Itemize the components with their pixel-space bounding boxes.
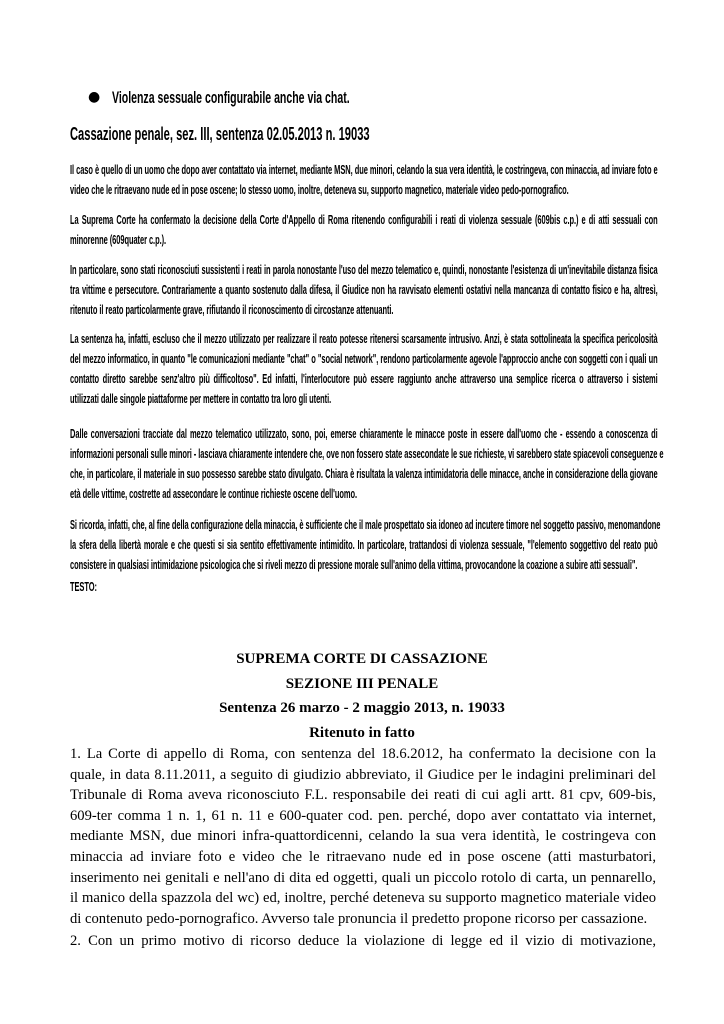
- text-line: ritenuto il reato particolarmente grave, rifiutando il riconoscimento di circostanze attenuanti.: [70, 302, 394, 317]
- court-name: SUPREMA CORTE DI CASSAZIONE: [236, 651, 488, 667]
- text-line: La Suprema Corte ha confermato la decisione della Corte d'Appello di Roma ritenendo configurabili i reati di violenza sessuale (609bis c.p.) e di atti sessuali con: [70, 212, 658, 227]
- text-line: minorenne (609quater c.p.).: [70, 232, 167, 247]
- summary-paragraph-2: [70, 210, 658, 250]
- text-line: inserimento nei genitali e nell'ano di dita ed oggetti, quali un piccolo rotolo di carta, un pennarello,: [70, 869, 656, 886]
- text-line: Il caso è quello di un uomo che dopo aver contattato via internet, mediante MSN, due minori, celando la sua vera identità, le costringeva, con minaccia, ad inviare foto e: [70, 162, 658, 177]
- text-line: minaccia ad inviare foto e video che le ritraevano nude ed in pose oscene (atti masturbatori,: [70, 848, 656, 865]
- body-paragraph-1: [70, 744, 656, 929]
- testo-label: [70, 577, 658, 597]
- text-line: Si ricorda, infatti, che, al fine della configurazione della minaccia, è sufficiente che il male prospettato sia idoneo ad incutere timore nel soggetto passivo, menomandone: [70, 517, 661, 532]
- text-line: la sfera della libertà morale e che questi si sia sentito effettivamente intimidito. In particolare, trattandosi di violenza sessuale, "l'elemento soggettivo del reato può: [70, 537, 658, 552]
- court-section: SEZIONE III PENALE: [285, 676, 439, 692]
- text-line: informazioni personali sulle minori - lasciava chiaramente intendere che, ove non fossero state assecondate le sue richieste, vi sarebbero state spiacevoli conseguenze e: [70, 446, 664, 461]
- text-line: La sentenza ha, infatti, escluso che il mezzo utilizzato per realizzare il reato potesse ritenersi scarsamente intrusivo. Anzi, è stata sottolineata la specifica pericolosità: [70, 331, 658, 346]
- bullet-text: Violenza sessuale configurabile anche via chat.: [112, 88, 350, 107]
- text-line: tra vittime e persecutore. Contrariamente a quanto sostenuto dalla difesa, il Giudice non ha ravvisato elementi ostativi nella mancanza di contatto fisico e ha, altresì,: [70, 282, 658, 297]
- text-line: 1. La Corte di appello di Roma, con sentenza del 18.6.2012, ha confermato la decisione con la: [70, 746, 656, 762]
- section-heading: Ritenuto in fatto: [309, 725, 415, 741]
- text-line: del mezzo informatico, in quanto "le comunicazioni mediante "chat" o "social network", rendono particolarmente agevole l'approccio anche con soggetti con i quali un: [70, 351, 658, 366]
- text-line: di contenuto pedo-pornografico. Avverso tale pronuncia il predetto propone ricorso per cassazione.: [70, 910, 648, 927]
- text-line: 2. Con un primo motivo di ricorso deduce la violazione di legge ed il vizio di motivazione,: [70, 933, 656, 949]
- text-line: il manico della spazzola del wc) ed, inoltre, perché deteneva su supporto magnetico materiale video: [70, 890, 656, 907]
- text-line: TESTO:: [70, 579, 97, 594]
- text-line: utilizzati dalle singole piattaforme per mettere in contatto tra loro gli utenti.: [70, 391, 332, 406]
- text-line: che, in particolare, il materiale in suo possesso sarebbe stato divulgato. Chiara è risultata la valenza intimidatoria delle minacce, anche in considerazione della giovane: [70, 466, 658, 481]
- bullet-item: [88, 88, 496, 108]
- text-line: video che le ritraevano nude ed in pose oscene; lo stesso uomo, inoltre, deteneva su, supporto magnetico, materiale video pedo-pornografico.: [70, 182, 569, 197]
- text-line: In particolare, sono stati riconosciuti sussistenti i reati in parola nonostante l'uso del mezzo telematico e, quindi, nonostante l'esistenza di un'inevitabile distanza fisica: [70, 262, 658, 277]
- text-line: 609-ter comma 1 n. 1, 61 n. 11 e 600-quater cod. pen. perché, dopo aver contattato via internet,: [70, 807, 656, 824]
- summary-paragraph-6: [70, 515, 661, 575]
- summary-paragraph-4: [70, 329, 658, 409]
- text-line: consistere in qualsiasi intimidazione psicologica che si riveli mezzo di pressione morale sull'animo della vittima, provocandone la coazione a subire atti sessuali".: [70, 557, 638, 572]
- text-line: Dalle conversazioni tracciate dal mezzo telematico utilizzato, sono, poi, emerse chiaramente le minacce poste in essere dall'uomo che - essendo a conoscenza di: [70, 426, 658, 441]
- summary-paragraph-3: [70, 260, 658, 320]
- summary-heading: Cassazione penale, sez. III, sentenza 02.05.2013 n. 19033: [70, 124, 370, 144]
- summary-paragraph-5: [70, 424, 664, 504]
- body-paragraph-2: [70, 931, 656, 952]
- text-line: quale, in data 8.11.2011, a seguito di giudizio abbreviato, il Giudice per le indagini preliminari del: [70, 766, 656, 783]
- summary-paragraph-1: [70, 160, 658, 200]
- judgment-reference: Sentenza 26 marzo - 2 maggio 2013, n. 19033: [219, 700, 505, 716]
- bullet-dot-icon: ●: [88, 89, 101, 105]
- text-line: contatto diretto sarebbe senz'altro più difficoltoso". Ed infatti, l'interlocutore può essere raggiunto anche attraverso una semplice ricerca o attraverso i sistemi: [70, 371, 658, 386]
- text-line: mediante MSN, due minori infra-quattordicenni, celando la sua vera identità, le costringeva con: [70, 828, 656, 845]
- text-line: Tribunale di Roma aveva riconosciuto F.L. responsabile dei reati di cui agli artt. 81 cpv, 609-bis,: [70, 787, 656, 804]
- text-line: età delle vittime, costrette ad assecondare le continue richieste oscene dell'uomo.: [70, 486, 357, 501]
